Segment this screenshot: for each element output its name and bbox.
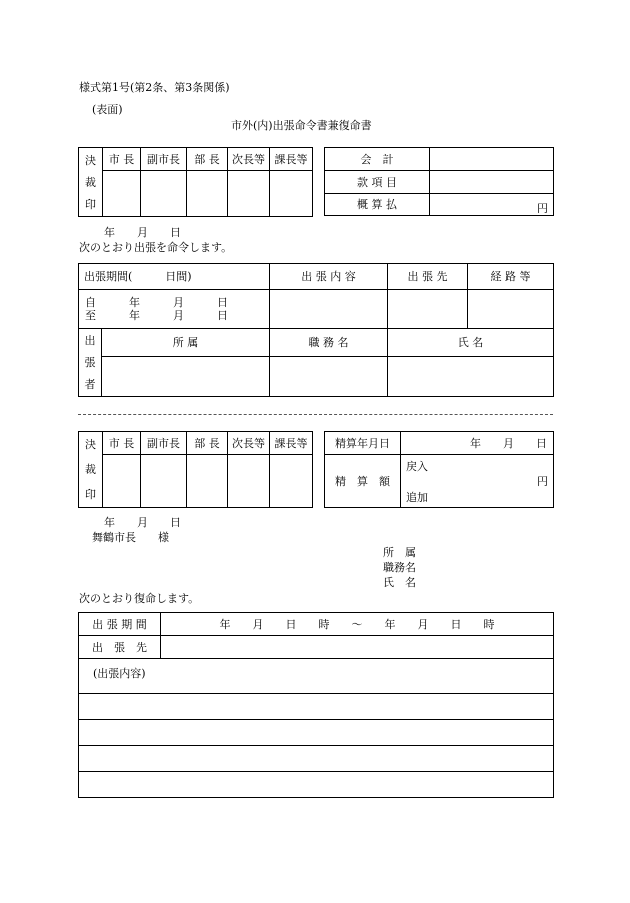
budget-item-value[interactable] bbox=[430, 171, 554, 194]
dept-value[interactable] bbox=[102, 357, 270, 397]
content-header: 出 張 内 容 bbox=[270, 264, 388, 290]
report-text: 次のとおり復命します。 bbox=[79, 592, 200, 605]
advance-label: 概 算 払 bbox=[325, 194, 430, 216]
report-period-value[interactable]: 年 月 日 時 〜 年 月 日 時 bbox=[161, 613, 554, 636]
report-content-line[interactable] bbox=[79, 746, 554, 772]
yen-unit: 円 bbox=[537, 475, 548, 488]
stamp-cell[interactable] bbox=[270, 171, 313, 217]
report-destination-value[interactable] bbox=[161, 636, 554, 659]
destination-header: 出 張 先 bbox=[388, 264, 468, 290]
approval-table-1 bbox=[78, 147, 313, 217]
content-value[interactable] bbox=[270, 290, 388, 329]
title-value[interactable] bbox=[270, 357, 388, 397]
order-date: 年 月 日 bbox=[104, 226, 181, 239]
role-director: 部 長 bbox=[187, 432, 228, 455]
route-value[interactable] bbox=[468, 290, 554, 329]
report-content-label: (出張内容) bbox=[79, 659, 554, 694]
route-header: 経 路 等 bbox=[468, 264, 554, 290]
report-content-line[interactable] bbox=[79, 694, 554, 720]
stamp-cell[interactable] bbox=[187, 455, 228, 508]
stamp-cell[interactable] bbox=[187, 171, 228, 217]
settlement-amount-label: 精 算 額 bbox=[325, 455, 401, 508]
role-mayor: 市 長 bbox=[103, 432, 141, 455]
stamp-cell[interactable] bbox=[228, 455, 270, 508]
signer-position: 職務名 bbox=[383, 561, 416, 574]
report-content-line[interactable] bbox=[79, 720, 554, 746]
report-table bbox=[78, 612, 554, 798]
stamp-cell[interactable] bbox=[141, 455, 187, 508]
stamp-cell[interactable] bbox=[228, 171, 270, 217]
role-director: 部 長 bbox=[187, 148, 228, 171]
role-mayor: 市 長 bbox=[103, 148, 141, 171]
period-header: 出張期間( 日間) bbox=[79, 264, 270, 290]
side-label: (表面) bbox=[92, 103, 123, 116]
stamp-cell[interactable] bbox=[103, 455, 141, 508]
role-vice-mayor: 副市長 bbox=[141, 148, 187, 171]
destination-value[interactable] bbox=[388, 290, 468, 329]
role-section-chief: 課長等 bbox=[270, 432, 313, 455]
report-period-label: 出 張 期 間 bbox=[79, 613, 161, 636]
period-to: 至 年 月 日 bbox=[85, 309, 228, 322]
kessai-label: 決 裁 印 bbox=[79, 148, 103, 217]
order-text: 次のとおり出張を命令します。 bbox=[79, 241, 233, 254]
settlement-date-value[interactable]: 年 月 日 bbox=[401, 432, 554, 455]
kessai-label: 決 裁 印 bbox=[79, 432, 103, 508]
settlement-table bbox=[324, 431, 554, 508]
approval-table-2 bbox=[78, 431, 313, 508]
page-title: 市外(内)出張命令書兼復命書 bbox=[231, 119, 372, 132]
role-deputy: 次長等 bbox=[228, 432, 270, 455]
settlement-date-label: 精算年月日 bbox=[325, 432, 401, 455]
name-header: 氏 名 bbox=[388, 329, 554, 357]
role-deputy: 次長等 bbox=[228, 148, 270, 171]
addressee: 舞鶴市長 様 bbox=[92, 531, 169, 544]
report-content-line[interactable] bbox=[79, 772, 554, 798]
budget-item-label: 款 項 目 bbox=[325, 171, 430, 194]
dept-header: 所 属 bbox=[102, 329, 270, 357]
role-section-chief: 課長等 bbox=[270, 148, 313, 171]
accounting-label: 会 計 bbox=[325, 148, 430, 171]
accounting-table bbox=[324, 147, 554, 216]
stamp-cell[interactable] bbox=[141, 171, 187, 217]
signer-name: 氏 名 bbox=[383, 576, 416, 589]
name-value[interactable] bbox=[388, 357, 554, 397]
report-destination-label: 出 張 先 bbox=[79, 636, 161, 659]
period-from: 自 年 月 日 bbox=[85, 296, 228, 309]
trip-table bbox=[78, 263, 554, 397]
cut-line bbox=[78, 414, 553, 415]
add-label: 追加 bbox=[406, 491, 428, 504]
period-range[interactable] bbox=[79, 290, 270, 329]
signer-dept: 所 属 bbox=[383, 546, 416, 559]
role-vice-mayor: 副市長 bbox=[141, 432, 187, 455]
refund-label: 戻入 bbox=[406, 460, 428, 473]
advance-value[interactable]: 円 bbox=[430, 194, 554, 216]
form-header: 様式第1号(第2条、第3条関係) bbox=[79, 81, 230, 94]
report-date: 年 月 日 bbox=[104, 516, 181, 529]
settlement-amount-value[interactable] bbox=[401, 455, 554, 508]
stamp-cell[interactable] bbox=[270, 455, 313, 508]
stamp-cell[interactable] bbox=[103, 171, 141, 217]
accounting-value[interactable] bbox=[430, 148, 554, 171]
title-header: 職 務 名 bbox=[270, 329, 388, 357]
traveler-label: 出 張 者 bbox=[79, 329, 102, 397]
